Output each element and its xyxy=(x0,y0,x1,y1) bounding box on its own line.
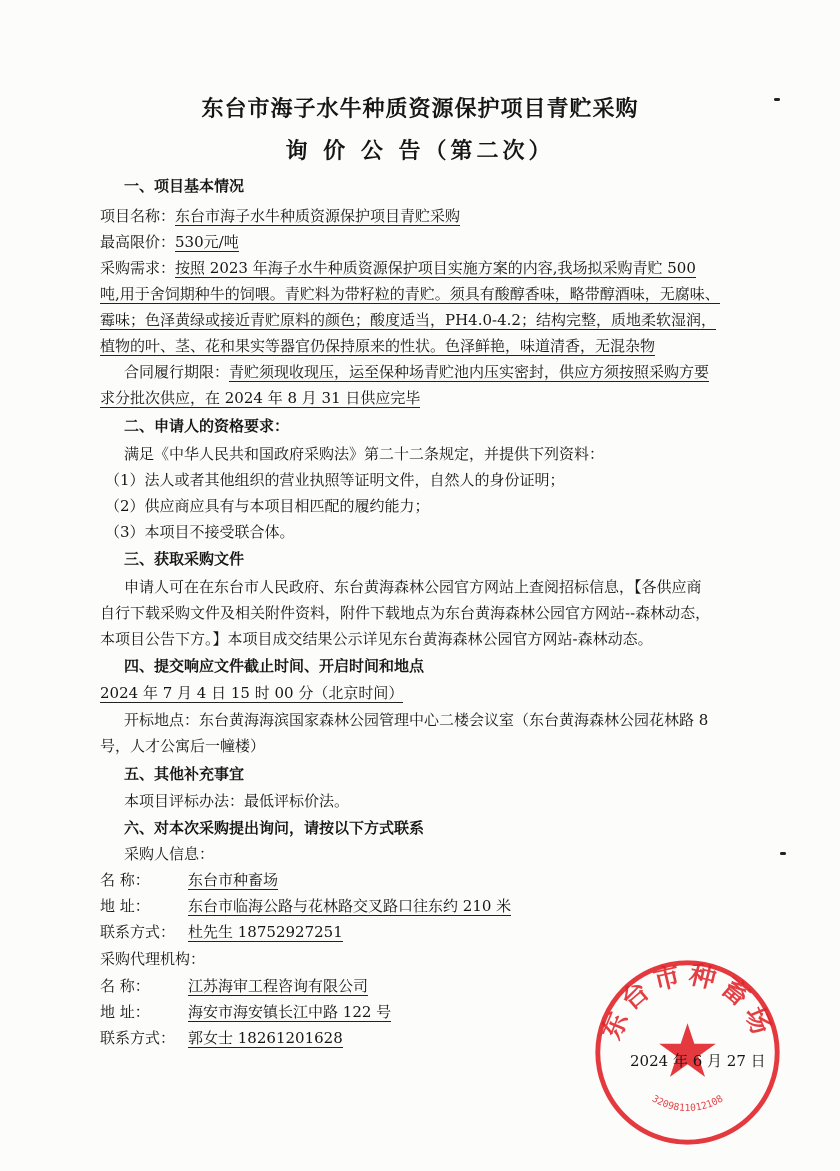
section5-heading: 五、其他补充事宜 xyxy=(124,765,245,783)
evaluation-method: 本项目评标办法：最低评标价法。 xyxy=(124,792,350,810)
buyer-contact-row xyxy=(100,921,343,943)
seal-name-text: 东台市种畜场 xyxy=(596,959,779,1045)
demand-line-3: 霉味；色泽黄绿或接近青贮原料的颜色；酸度适当，PH4.0-4.2；结构完整，质地柔软湿润， xyxy=(100,311,716,329)
buyer-heading: 采购人信息： xyxy=(124,845,215,863)
section2-heading: 二、申请人的资格要求： xyxy=(124,417,290,435)
buyer-contact-value: 杜先生 18752927251 xyxy=(188,923,343,941)
agent-contact-value: 郭女士 18261201628 xyxy=(188,1029,343,1047)
price-limit-label: 最高限价： xyxy=(100,233,176,251)
price-limit-row xyxy=(100,231,239,253)
agent-address-value: 海安市海安镇长江中路 122 号 xyxy=(188,1003,392,1021)
demand-line-2: 吨,用于舍饲期种牛的饲喂。青贮料为带籽粒的青贮。须具有酸醇香味，略带醇酒味，无腐味、 xyxy=(100,285,720,303)
seal-code-text: 3209811012108 xyxy=(649,1093,726,1115)
section6-heading: 六、对本次采购提出询问，请按以下方式联系 xyxy=(124,819,425,837)
section3-heading: 三、获取采购文件 xyxy=(124,550,245,568)
demand-line-4: 植物的叶、茎、花和果实等器官仍保持原来的性状。色泽鲜艳，味道清香，无混杂物 xyxy=(100,337,656,355)
contract-line-1: 青贮须现收现压，运至保种场青贮池内压实密封，供应方须按照采购方要 xyxy=(229,363,710,381)
qualification-item-3: （3）本项目不接受联合体。 xyxy=(105,523,295,541)
deadline-time: 2024 年 7 月 4 日 15 时 00 分（北京时间） xyxy=(100,684,404,702)
obtain-line-2: 自行下载采购文件及相关附件资料，附件下载地点为东台黄海森林公园官方网站--森林动态， xyxy=(100,604,711,622)
obtain-line-1: 申请人可在在东台市人民政府、东台黄海森林公园官方网站上查阅招标信息，【各供应商 xyxy=(124,578,702,596)
qualification-item-1: （1）法人或者其他组织的营业执照等证明文件，自然人的身份证明； xyxy=(105,471,565,489)
scan-mark xyxy=(780,852,786,855)
section1-heading: 一、项目基本情况 xyxy=(124,177,245,195)
demand-label: 采购需求： xyxy=(100,259,176,277)
price-limit-value: 530元/吨 xyxy=(175,233,239,251)
opening-place-line-1: 开标地点：东台黄海海滨国家森林公园管理中心二楼会议室（东台黄海森林公园花林路 8 xyxy=(124,711,709,729)
agent-heading: 采购代理机构： xyxy=(100,950,206,968)
agent-name-label: 名 称： xyxy=(100,977,150,995)
opening-place-line-2: 号，人才公寓后一幢楼） xyxy=(100,737,266,755)
contract-label: 合同履行期限： xyxy=(124,363,230,381)
issue-date: 2024 年 6 月 27 日 xyxy=(630,1052,766,1070)
buyer-address-label: 地 址： xyxy=(100,897,150,915)
buyer-name-row xyxy=(100,869,278,891)
contract-row xyxy=(124,361,709,383)
agent-name-value: 江苏海审工程咨询有限公司 xyxy=(188,977,369,995)
agent-contact-label: 联系方式： xyxy=(100,1029,176,1047)
document-subtitle: 询 价 公 告（第二次） xyxy=(285,139,555,164)
agent-address-row xyxy=(100,1001,391,1023)
qualification-item-2: （2）供应商应具有与本项目相匹配的履约能力； xyxy=(105,497,430,515)
agent-contact-row xyxy=(100,1027,343,1049)
qualification-intro: 满足《中华人民共和国政府采购法》第二十二条规定，并提供下列资料： xyxy=(124,445,605,463)
project-name-value: 东台市海子水牛种质资源保护项目青贮采购 xyxy=(175,207,461,225)
agent-name-row xyxy=(100,975,368,997)
buyer-address-value: 东台市临海公路与花林路交叉路口往东约 210 米 xyxy=(188,897,512,915)
buyer-name-label: 名 称： xyxy=(100,871,150,889)
project-name-row xyxy=(100,205,460,227)
demand-line-1: 按照 2023 年海子水牛种质资源保护项目实施方案的内容,我场拟采购青贮 500 xyxy=(175,259,696,277)
buyer-address-row xyxy=(100,895,511,917)
buyer-contact-label: 联系方式： xyxy=(100,923,176,941)
scan-mark xyxy=(774,98,780,101)
document-title: 东台市海子水牛种质资源保护项目青贮采购 xyxy=(201,97,639,122)
contract-line-2: 求分批次供应，在 2024 年 8 月 31 日供应完毕 xyxy=(100,389,421,407)
buyer-name-value: 东台市种畜场 xyxy=(188,871,279,889)
demand-row xyxy=(100,257,696,279)
agent-address-label: 地 址： xyxy=(100,1003,150,1021)
section4-heading: 四、提交响应文件截止时间、开启时间和地点 xyxy=(124,657,425,675)
obtain-line-3: 本项目公告下方。】本项目成交结果公示详见东台黄海森林公园官方网站-森林动态。 xyxy=(100,630,653,648)
project-name-label: 项目名称： xyxy=(100,207,176,225)
